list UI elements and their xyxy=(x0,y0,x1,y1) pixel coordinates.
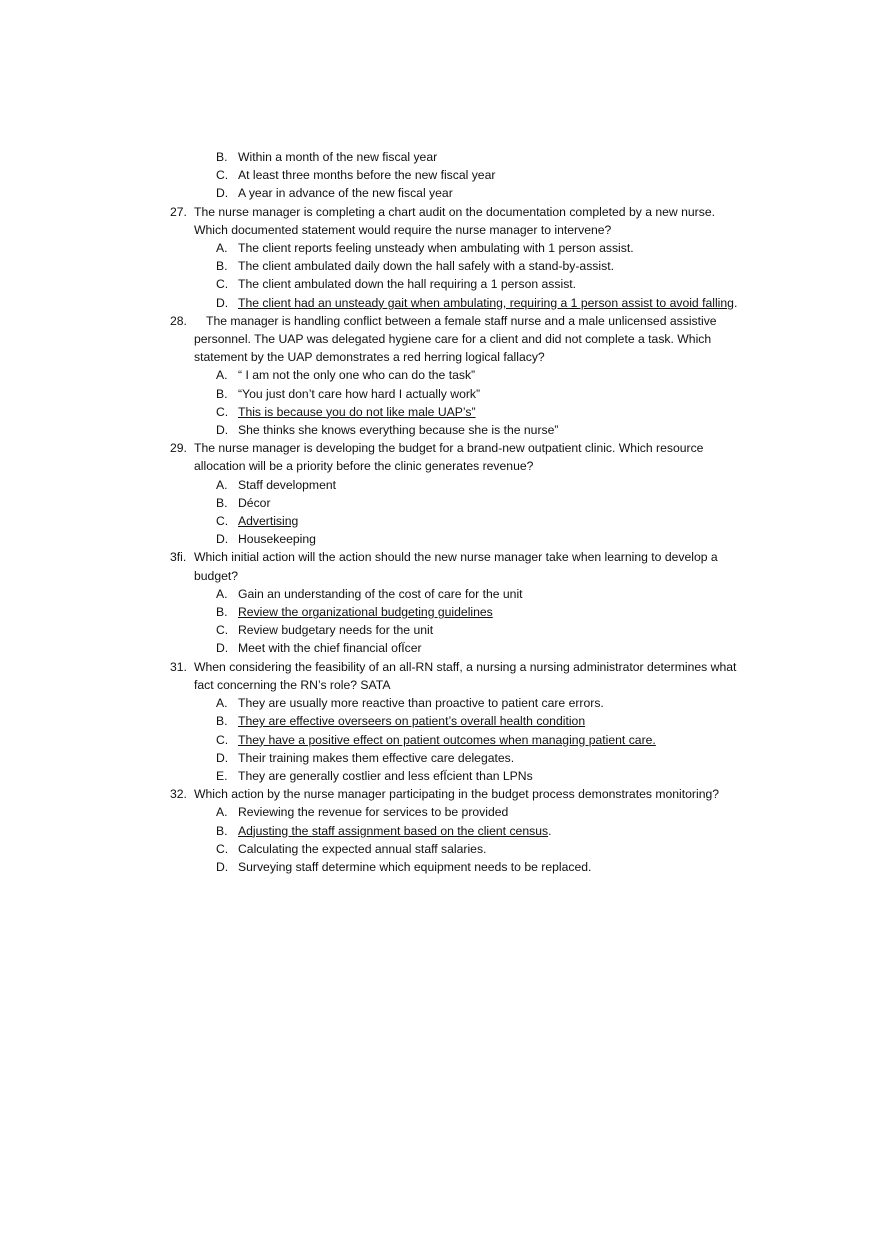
option-text: The client ambulated down the hall requiring a 1 person assist. xyxy=(238,277,577,292)
option-text: “ I am not the only one who can do the task” xyxy=(238,368,476,383)
option-text: Reviewing the revenue for services to be provided xyxy=(238,805,509,820)
question-text: The manager is handling conflict between a female staff nurse and a male unlicensed assistive personnel. The UAP was delegated hygiene care for a client and did not complete a task. Which statement by the UAP demonstrates a red herring logical fallacy? xyxy=(194,313,717,365)
option xyxy=(170,385,750,403)
question-number: 29. xyxy=(170,441,187,456)
option-letter: C. xyxy=(216,623,229,638)
option xyxy=(170,803,750,821)
option-text: Review budgetary needs for the unit xyxy=(238,623,434,638)
option-text: Housekeeping xyxy=(238,532,316,547)
option-letter: C. xyxy=(216,168,229,183)
option xyxy=(170,767,750,785)
option-text: The client ambulated daily down the hall safely with a stand-by-assist. xyxy=(238,259,614,274)
question-28 xyxy=(170,312,750,367)
option-text-underlined: Advertising xyxy=(238,514,299,529)
option xyxy=(170,421,750,439)
option-letter: D. xyxy=(216,295,229,310)
option xyxy=(170,239,750,257)
option-letter: A. xyxy=(216,368,228,383)
option-letter: A. xyxy=(216,805,228,820)
option-text: Staff development xyxy=(238,477,337,492)
option-tail: . xyxy=(733,295,738,310)
option-letter: B. xyxy=(216,605,228,620)
option-answer xyxy=(170,731,750,749)
option-text: Their training makes them effective care delegates. xyxy=(238,750,515,765)
option xyxy=(170,749,750,767)
option-text: “You just don’t care how hard I actually work” xyxy=(238,386,481,401)
option xyxy=(170,858,750,876)
option xyxy=(170,148,750,166)
option-letter: A. xyxy=(216,241,228,256)
question-32 xyxy=(170,785,750,803)
question-number: 3fi. xyxy=(170,550,187,565)
option xyxy=(170,257,750,275)
option-text: Calculating the expected annual staff salaries. xyxy=(238,841,487,856)
option-text-underlined: They are effective overseers on patient’s overall health condition xyxy=(238,714,586,729)
option xyxy=(170,840,750,858)
question-text: The nurse manager is completing a chart audit on the documentation completed by a new nurse. Which documented statement would require the nurse manager to intervene? xyxy=(194,204,715,237)
option-letter: B. xyxy=(216,495,228,510)
option-letter: A. xyxy=(216,477,228,492)
question-text: Which initial action will the action should the new nurse manager take when learning to develop a budget? xyxy=(194,550,718,583)
option-text: Gain an understanding of the cost of care for the unit xyxy=(238,586,523,601)
question-number: 28. xyxy=(170,313,187,328)
option-text: She thinks she knows everything because she is the nurse” xyxy=(238,423,559,438)
option-letter: B. xyxy=(216,714,228,729)
option-letter: C. xyxy=(216,277,229,292)
option-text-underlined: This is because you do not like male UAP’s” xyxy=(238,404,476,419)
option-text-underlined: They have a positive effect on patient outcomes when managing patient care. xyxy=(238,732,656,747)
option-text-underlined: The client had an unsteady gait when ambulating, requiring a 1 person assist to avoid falling xyxy=(238,295,734,310)
option-text: Surveying staff determine which equipment needs to be replaced. xyxy=(238,859,592,874)
question-27 xyxy=(170,203,750,239)
question-list xyxy=(170,148,750,876)
option-text: Within a month of the new fiscal year xyxy=(238,150,438,164)
option xyxy=(170,366,750,384)
option-text: A year in advance of the new fiscal year xyxy=(238,186,453,201)
question-31 xyxy=(170,658,750,694)
option-answer xyxy=(170,712,750,730)
option xyxy=(170,166,750,184)
option xyxy=(170,530,750,548)
option-letter: D. xyxy=(216,750,229,765)
option-answer xyxy=(170,403,750,421)
question-text: The nurse manager is developing the budget for a brand-new outpatient clinic. Which resource allocation will be a priority before the clinic generates revenue? xyxy=(194,441,704,474)
option-tail: . xyxy=(548,823,552,838)
option-text-underlined: Review the organizational budgeting guidelines xyxy=(238,605,493,620)
option-answer xyxy=(170,822,750,840)
option-letter: D. xyxy=(216,186,229,201)
question-text: Which action by the nurse manager participating in the budget process demonstrates monitoring? xyxy=(194,787,720,802)
option-text: At least three months before the new fiscal year xyxy=(238,168,496,183)
option xyxy=(170,275,750,293)
option-letter: D. xyxy=(216,859,229,874)
question-29 xyxy=(170,439,750,475)
option-letter: C. xyxy=(216,404,229,419)
option xyxy=(170,639,750,657)
option xyxy=(170,494,750,512)
option-letter: B. xyxy=(216,823,228,838)
option xyxy=(170,694,750,712)
question-30 xyxy=(170,548,750,584)
option xyxy=(170,476,750,494)
option-letter: B. xyxy=(216,386,228,401)
option-letter: A. xyxy=(216,586,228,601)
question-number: 27. xyxy=(170,204,187,219)
option-letter: D. xyxy=(216,532,229,547)
question-number: 32. xyxy=(170,787,187,802)
question-text: When considering the feasibility of an all-RN staff, a nursing a nursing administrator determines what fact concerning the RN’s role? SATA xyxy=(194,659,737,692)
option xyxy=(170,621,750,639)
option xyxy=(170,585,750,603)
option-answer xyxy=(170,512,750,530)
option-letter: C. xyxy=(216,514,229,529)
option-letter: D. xyxy=(216,423,229,438)
option-letter: A. xyxy=(216,696,228,711)
option-answer xyxy=(170,603,750,621)
option-letter: C. xyxy=(216,841,229,856)
option-letter: D. xyxy=(216,641,229,656)
option-letter: B. xyxy=(216,259,228,274)
option-answer xyxy=(170,294,750,312)
option xyxy=(170,184,750,202)
option-text: They are usually more reactive than proactive to patient care errors. xyxy=(238,696,604,711)
question-number: 31. xyxy=(170,659,187,674)
option-text: Meet with the chief financial ofÏcer xyxy=(238,641,422,656)
option-text-underlined: Adjusting the staff assignment based on the client census xyxy=(238,823,549,838)
option-letter: B. xyxy=(216,150,228,164)
option-text: They are generally costlier and less efÏcient than LPNs xyxy=(238,768,533,783)
option-text: Décor xyxy=(238,495,271,510)
option-letter: C. xyxy=(216,732,229,747)
option-letter: E. xyxy=(216,768,228,783)
option-text: The client reports feeling unsteady when ambulating with 1 person assist. xyxy=(238,241,634,256)
